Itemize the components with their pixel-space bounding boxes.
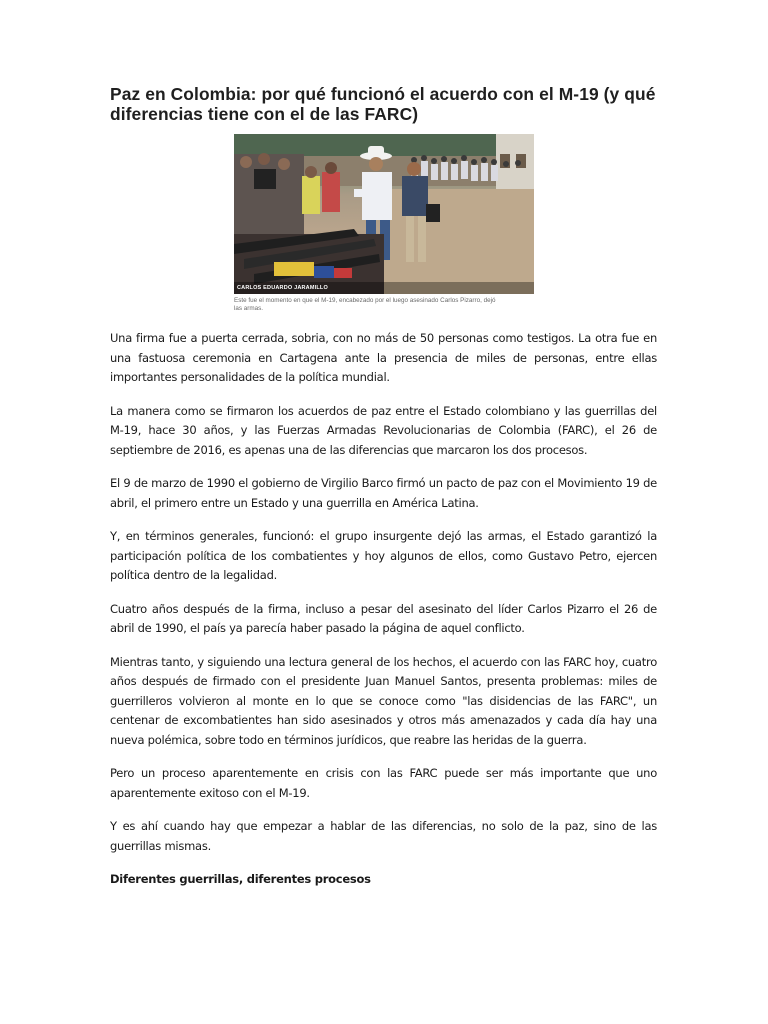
photo-credit: CARLOS EDUARDO JARAMILLO — [237, 285, 328, 291]
paragraph: Cuatro años después de la firma, incluso a pesar del asesinato del líder Carlos Pizarro el 26 de abril de 1990, el país ya parecía haber pasado la página de aquel conflicto. — [110, 601, 657, 635]
paragraph: Pero un proceso aparentemente en crisis con las FARC puede ser más importante que uno aparentemente exitoso con el M-19. — [110, 766, 657, 800]
paragraph: Una firma fue a puerta cerrada, sobria, con no más de 50 personas como testigos. La otra fue en una fastuosa ceremonia en Cartagena ante la presencia de miles de personas, entre ellas importantes personalidades de la política mundial. — [110, 331, 657, 384]
paragraph: Y es ahí cuando hay que empezar a hablar de las diferencias, no solo de la paz, sino de las guerrillas mismas. — [110, 819, 657, 853]
article-figure — [234, 134, 534, 313]
paragraph: El 9 de marzo de 1990 el gobierno de Virgilio Barco firmó un pacto de paz con el Movimiento 19 de abril, el primero entre un Estado y una guerrilla en América Latina. — [110, 476, 657, 510]
paragraph: Mientras tanto, y siguiendo una lectura general de los hechos, el acuerdo con las FARC hoy, cuatro años después de firmado con el presidente Juan Manuel Santos, presenta problemas: miles de guerrilleros volvieron al monte en lo que se conoce como "las disidencias de las FARC", un centenar de excombatientes han sido asesinados y otros más amenazados y cada día hay una nueva polémica, sobre todo en términos jurídicos, que reabre las heridas de la guerra. — [110, 654, 657, 747]
photo-caption: Este fue el momento en que el M-19, encabezado por el luego asesinado Carlos Pizarro, dejó las armas. — [234, 297, 496, 312]
paragraph: La manera como se firmaron los acuerdos de paz entre el Estado colombiano y las guerrillas del M-19, hace 30 años, y las Fuerzas Armadas Revolucionarias de Colombia (FARC), el 26 de septiembre de 2016, es apenas una de las diferencias que marcaron los dos procesos. — [110, 403, 657, 457]
section-subheading: Diferentes guerrillas, diferentes procesos — [110, 872, 371, 886]
article — [110, 84, 657, 890]
article-photo — [234, 134, 534, 294]
photo-illustration — [234, 134, 534, 294]
paragraph: Y, en términos generales, funcionó: el grupo insurgente dejó las armas, el Estado garantizó la participación política de los combatientes y hoy algunos de ellos, como Gustavo Petro, ejercen política dentro de la legalidad. — [110, 529, 657, 582]
article-title: Paz en Colombia: por qué funcionó el acuerdo con el M-19 (y qué diferencias tiene con el de las FARC) — [110, 84, 656, 124]
